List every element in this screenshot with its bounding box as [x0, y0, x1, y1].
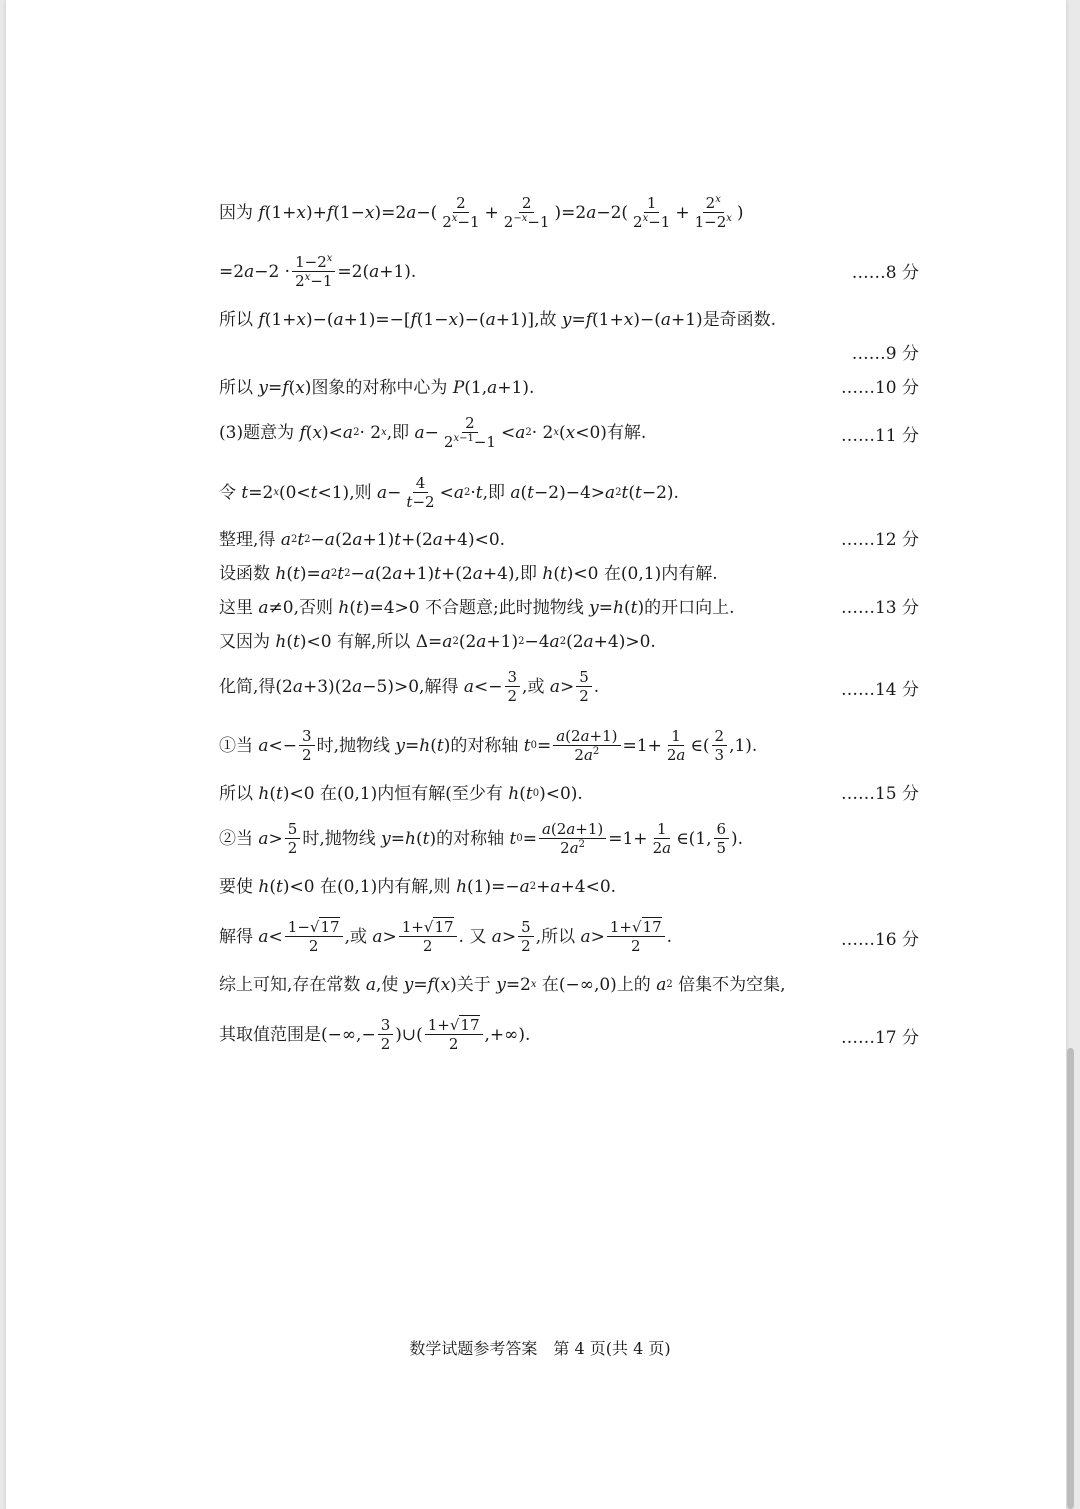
score-14: ……14 分 [840, 680, 919, 700]
line-6: 令 t =2 x (0< t <1) ,则 a − $\frac{4}{t-2}$ < a 2 · t ,即 a ( t −2)−4> a 2 t ( t −2). [219, 474, 679, 511]
text-huo: ,或 [522, 676, 545, 697]
line-18: 其取值范围是 (−∞,− $\frac{3}{2}$ )∪( $\frac{1+√17}{2}$ ,+∞). ……17 分 [219, 1016, 919, 1053]
text-kaikou: 的开口向上. [644, 598, 735, 618]
score-11: ……11 分 [840, 426, 919, 446]
text-jiede2: 解得 [219, 926, 253, 947]
text-zongshang: 综上可知,存在常数 [219, 975, 361, 995]
text-duichenzhou: 的对称轴 [436, 828, 505, 849]
text-jiwei: ,即 [482, 482, 505, 503]
text-shi: 时,抛物线 [302, 828, 376, 849]
text-ze: ,则 [349, 482, 372, 503]
text-zhengli: 整理,得 [219, 530, 276, 550]
text-hengyoujie: 在(0,1)内恒有解(至少有 [319, 784, 503, 804]
text-because: 因为 [219, 202, 253, 223]
text-suoyi: 所以 [219, 310, 253, 330]
text-beiji: 倍集不为空集, [678, 975, 786, 995]
line-13: 所以 h ( t )<0 在(0,1)内恒有解(至少有 h ( t 0 )<0). ……15 分 [219, 784, 919, 804]
score-13: ……13 分 [840, 598, 919, 618]
score-12: ……12 分 [840, 530, 919, 550]
line-10: 又因为 h ( t )<0 有解,所以 Δ= a 2 (2 a +1) 2 −4 a 2 (2 a +4)>0. [219, 632, 656, 652]
line-8: 设函数 h ( t )= a 2 t 2 − a (2 a +1) t +(2 a +4) ,即 h ( t )<0 在(0,1)内有解. [219, 564, 718, 584]
text-qiqu: 其取值范围是 [219, 1024, 321, 1045]
text-youyinwei: 又因为 [219, 632, 270, 652]
line-3: 所以 f (1+ x )−( a +1)=−[ f (1− x )−( a +1)] ,故 y = f (1+ x )−( a +1) 是奇函数. [219, 310, 777, 330]
line-5: (3)题意为 f ( x )< a 2 · 2 x ,即 a − $\frac{2}{2^{x-1}-1}$ < a 2 · 2 x ( x <0) 有解. ……11 分 [219, 414, 919, 451]
text-ling: 令 [219, 482, 236, 503]
line-2: =2 a −2 · $\frac{1-2^x}{2^x-1}$ =2( a +1). ……8 分 [219, 253, 919, 290]
scrollbar[interactable] [1067, 1048, 1074, 1509]
text-buhe: 不合题意;此时抛物线 [425, 598, 584, 618]
text-suoyi: 所以 [219, 378, 253, 398]
text-part3: (3)题意为 [219, 422, 295, 443]
text-huajian: 化简,得 [219, 676, 276, 697]
line-14: ②当 a > $\frac{5}{2}$ 时,抛物线 y = h ( t ) 的对称轴 t 0 = $\frac{a(2a+1)}{2a^2}$ =1+ $\frac{1}{2a}$ ∈(1, $\frac{6}{5}$ ). [219, 820, 744, 857]
text-jiwei: ,即 [514, 564, 537, 584]
text-zai01: 在(0,1)内有解. [603, 564, 718, 584]
text-shi: 时,抛物线 [316, 735, 390, 756]
text-yaoshi: 要使 [219, 877, 253, 897]
text-foze: ,否则 [293, 598, 334, 618]
text-center: 图象的对称中心为 [311, 378, 448, 398]
text-zheli: 这里 [219, 598, 253, 618]
text-dang1: ①当 [219, 735, 253, 756]
text-guanyu: 关于 [456, 975, 491, 995]
score-10: ……10 分 [840, 378, 919, 398]
text-jiwei: ,即 [386, 422, 410, 443]
text-zai01b: 在(0,1)内有解,则 [319, 877, 451, 897]
score-8: ……8 分 [851, 263, 919, 283]
line-12: ①当 a <− $\frac{3}{2}$ 时,抛物线 y = h ( t ) 的对称轴 t 0 = $\frac{a(2a+1)}{2a^2}$ =1+ $\frac{1}{2a}$ ∈( $\frac{2}{3}$ ,1). [219, 727, 758, 764]
text-duichenzhou: 的对称轴 [450, 735, 519, 756]
text-suoyi: 所以 [541, 926, 576, 947]
text-shehanshu: 设函数 [219, 564, 270, 584]
line-15: 要使 h ( t )<0 在(0,1)内有解,则 h (1)=− a 2 + a +4<0. [219, 877, 617, 897]
line-1: 因为 f (1+ x )+ f (1− x )=2 a −( $\frac{2}{2^x-1}$ + $\frac{2}{2^{-x}-1}$ )=2 a −2( $\frac{1}{2^x-1}$ + $\frac{2^x}{1-2^x}$ ) [219, 194, 744, 231]
text-huo: ,或 [344, 926, 367, 947]
score-17: ……17 分 [840, 1028, 919, 1048]
text-gu: ,故 [534, 310, 557, 330]
text-zaiqu: 在(−∞,0)上的 [541, 975, 651, 995]
line-17: 综上可知,存在常数 a ,使 y = f ( x ) 关于 y =2 x 在(−∞,0)上的 a 2 倍集不为空集, [219, 975, 786, 995]
page-footer: 数学试题参考答案 第 4 页(共 4 页) [409, 1339, 671, 1358]
text-shide: ,使 [375, 975, 399, 995]
line-9: 这里 a ≠0 ,否则 h ( t )=4>0 不合题意;此时抛物线 y = h ( t ) 的开口向上. ……13 分 [219, 598, 919, 618]
line-11: 化简,得 (2 a +3)(2 a −5)>0 ,解得 a <− $\frac{3}{2}$ ,或 a > $\frac{5}{2}$ . ……14 分 [219, 668, 919, 705]
line-16: 解得 a < $\frac{1-√17}{2}$ ,或 a > $\frac{1+√17}{2}$ . 又 a > $\frac{5}{2}$ , 所以 a > $\frac{1+√17}{2}$ . ……16 分 [219, 918, 919, 955]
score-9: ……9 分 [851, 344, 919, 364]
score-15: ……15 分 [840, 784, 919, 804]
text-suoyi: 所以 [219, 784, 253, 804]
text-odd: 是奇函数. [702, 310, 777, 330]
text-you: . 又 [458, 926, 487, 947]
score-16: ……16 分 [840, 930, 919, 950]
text-youjie: 有解. [606, 422, 647, 443]
text-jiede: ,解得 [419, 676, 459, 697]
line-4: 所以 y = f ( x ) 图象的对称中心为 P (1, a +1). ……10 分 [219, 378, 919, 398]
text-dang2: ②当 [219, 828, 253, 849]
text-youjie2: 有解,所以 [336, 632, 411, 652]
line-7: 整理,得 a 2 t 2 − a (2 a +1) t +(2 a +4)<0. ……12 分 [219, 530, 919, 550]
